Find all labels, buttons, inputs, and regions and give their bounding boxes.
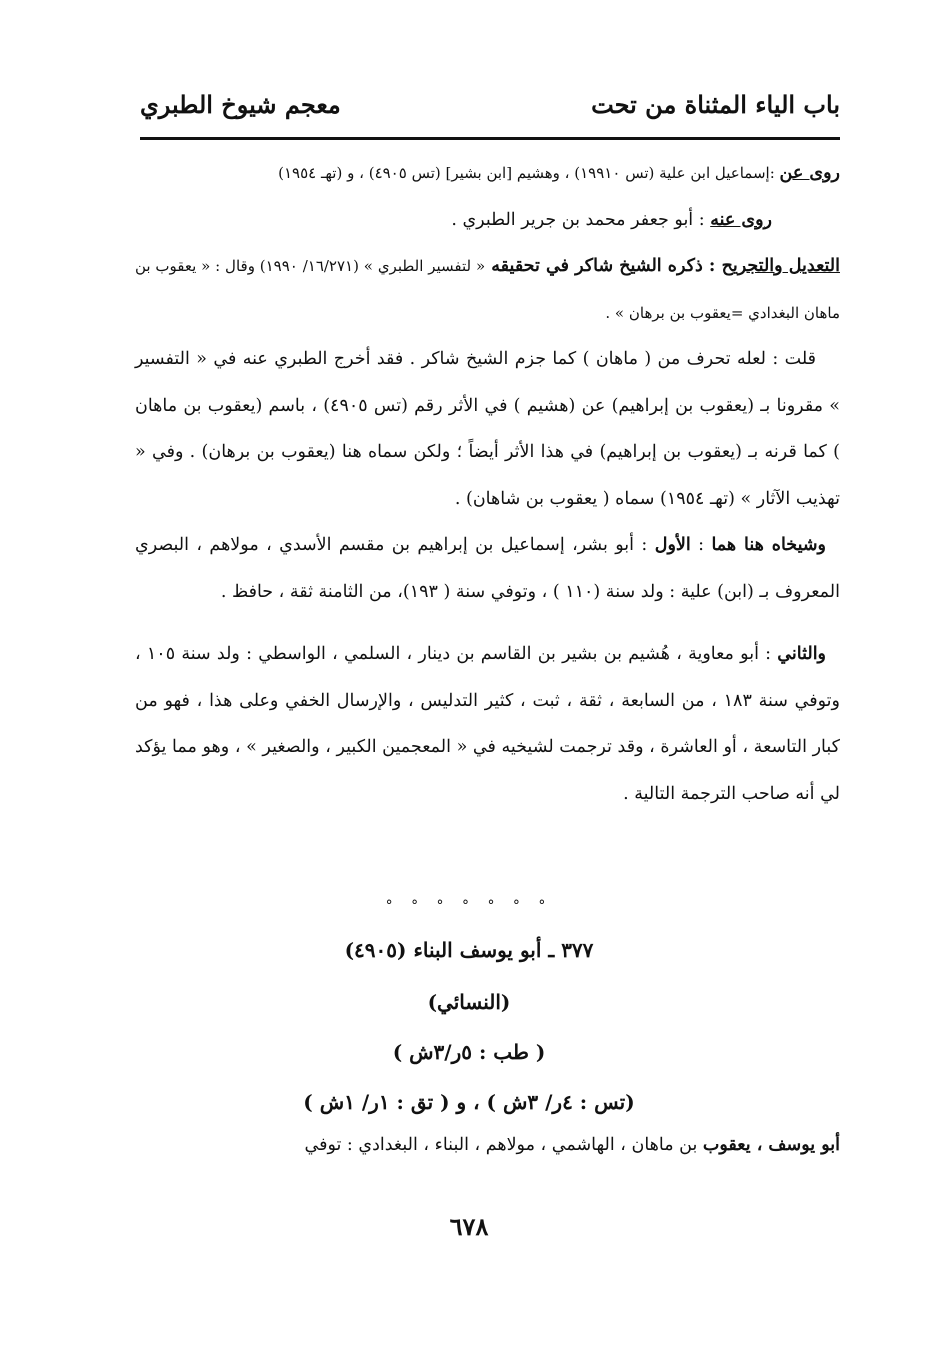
entry-intro-text: بن ماهان ، الهاشمي ، مولاهم ، البناء ، البغدادي : توفي — [304, 1135, 703, 1155]
two-teachers-bold: وشيخاه هنا هما — [711, 535, 826, 555]
narrated-by-text: : أبو جعفر محمد بن جرير الطبري . — [451, 209, 711, 230]
book-title: معجم شيوخ الطبري — [140, 90, 341, 119]
entry-title: ٣٧٧ ـ أبو يوسف البناء (٤٩٠٥) — [344, 938, 594, 962]
entry-intro-line — [140, 1135, 840, 1155]
chapter-title: باب الياء المثناة من تحت — [591, 90, 840, 119]
entry-name-bold: أبو يوسف ، يعقوب — [702, 1135, 840, 1155]
narrated-by-paragraph — [135, 197, 772, 244]
paragraph-gap — [135, 615, 840, 631]
note-paragraph: قلت : لعله تحرف من ( ماهان ) كما جزم الشيخ شاكر . فقد أخرج الطبري عنه في « التفسير » مقرونا بـ (يعقوب بن إبراهيم) عن (هشيم ) في الأثر رقم (تس ٤٩٠٥) ، باسم (يعقوب بن ماهان ) كما قرنه بـ (يعقوب بن إبراهيم) في هذا الأثر أيضاً ؛ ولكن سماه هنا (يعقوب بن برهان) . وفي « تهذيب الآثار » (تهـ ١٩٥٤) سماه ( يعقوب بن شاهان) . — [135, 349, 841, 509]
running-header — [140, 88, 840, 132]
first-teacher-text: : أبو بشر، إسماعيل بن إبراهيم بن مقسم الأسدي ، مولاهم ، البصري المعروف بـ (ابن) علية : ولد سنة (١١٠ ) ، وتوفي سنة ( ١٩٣)، من الثامنة ثقة ، حافظ . — [135, 535, 840, 602]
narrated-from-text: :إسماعيل ابن علية (تس ١٩٩١٠) ، وهشيم [ابن بشير] (تس ٤٩٠٥) ، و (تهـ ١٩٥٤) — [278, 164, 780, 182]
section-separator: ° ° ° ° ° ° ° — [385, 898, 553, 914]
narrated-from-paragraph — [135, 150, 840, 197]
evaluation-paragraph — [135, 243, 840, 336]
evaluation-text: « لتفسير الطبري » (١٦/٢٧١/ ١٩٩٠) وقال : « يعقوب بن ماهان البغدادي =يعقوب بن برهان » . — [135, 257, 840, 322]
narrated-by-label: روى عنه — [710, 209, 772, 230]
source-code-2: (تس : ٤ر/ ٣ش ) ، و ( تق : ١ر/ ١ش ) — [303, 1090, 635, 1114]
evaluation-label: التعديل والتجريح — [721, 256, 840, 276]
evaluation-bold: : ذكره الشيخ شاكر في تحقيقه — [485, 256, 722, 276]
source-code-1: ( طب : ٥ر/٣ش ) — [392, 1040, 546, 1064]
entry-subtitle: (النسائي) — [427, 990, 511, 1014]
narrated-from-label: روى عن — [779, 163, 840, 183]
page-number: ٦٧٨ — [449, 1212, 489, 1241]
second-teacher-text: : أبو معاوية ، هُشيم بن بشير بن القاسم بن دينار ، السلمي ، الواسطي : ولد سنة ١٠٥ ، وتوفي سنة ١٨٣ ، من السابعة ، ثقة ، ثبت ، كثير التدليس ، والإرسال الخفي وعلى هذا ، فهو من كبار التاسعة ، أو العاشرة ، وقد ترجمت لشيخيه في « المعجمين الكبير ، والصغير » ، وهو مما يؤكد لي أنه صاحب الترجمة التالية . — [135, 644, 840, 804]
second-teacher-paragraph — [135, 631, 840, 817]
header-rule — [140, 137, 840, 140]
first-teacher-paragraph: وشيخاه هنا هما : الأول : أبو بشر، إسماعيل بن إبراهيم بن مقسم الأسدي ، مولاهم ، البصري المعروف بـ (ابن) علية : ولد سنة (١١٠ ) ، وتوفي سنة ( ١٩٣)، من الثامنة ثقة ، حافظ . — [135, 535, 840, 602]
first-label: الأول — [654, 535, 691, 555]
second-label: والثاني — [777, 644, 827, 664]
entry-body — [135, 150, 840, 817]
